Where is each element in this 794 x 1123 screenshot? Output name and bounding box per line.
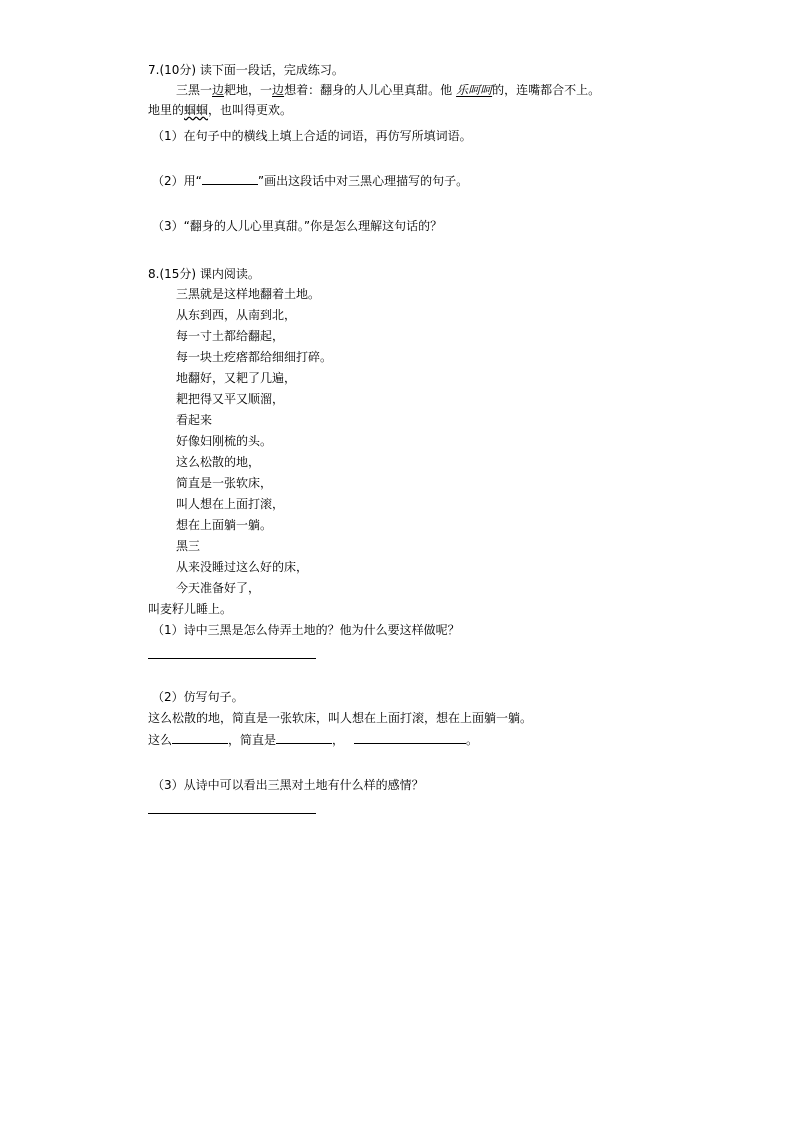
q8-header: 8.(15分) 课内阅读。	[148, 267, 260, 281]
poem-line: 这么松散的地，	[176, 455, 261, 469]
fill-text: 。	[466, 733, 479, 747]
blank-line[interactable]	[202, 173, 258, 185]
q7-wavy-word: 蝈蝈	[184, 103, 209, 117]
q7-sub2-text: ”画出这段话中对三黑心理描写的句子。	[257, 174, 469, 188]
fill-text: ，简直是	[228, 733, 277, 747]
q7-passage-text: 地里的	[148, 103, 185, 117]
q7-underlined-word: 边	[212, 83, 225, 97]
q8-subquestion-2: （2）仿写句子。	[152, 690, 244, 704]
q7-passage-line-1	[176, 82, 600, 98]
q7-passage-text: ，也叫得更欢。	[208, 103, 293, 117]
q8-sub2-fill	[148, 732, 478, 748]
poem-line: 地翻好，又耙了几遍，	[176, 371, 297, 385]
q7-passage-line-2	[148, 102, 292, 118]
q7-header: 7.(10分) 读下面一段话，完成练习。	[148, 63, 344, 77]
q7-subquestion-2	[152, 173, 468, 189]
blank-line[interactable]	[354, 732, 466, 744]
q7-subquestion-1: （1）在句子中的横线上填上合适的词语，再仿写所填词语。	[152, 129, 472, 143]
poem-line: 好像妇刚梳的头。	[176, 434, 273, 448]
q7-passage-text: 想着：翻身的人儿心里真甜。他	[284, 83, 453, 97]
q8-sub2-example: 这么松散的地，简直是一张软床，叫人想在上面打滚，想在上面躺一躺。	[148, 711, 533, 725]
poem-line: 黑三	[176, 539, 201, 553]
q7-passage-text: 的，连嘴都合不上。	[492, 83, 601, 97]
q7-subquestion-3: （3）“翻身的人儿心里真甜。”你是怎么理解这句话的？	[152, 219, 443, 233]
fill-text: 这么	[148, 733, 173, 747]
q7-underlined-word: 边	[272, 83, 285, 97]
answer-line[interactable]	[148, 658, 316, 659]
poem-line: 今天准备好了，	[176, 581, 261, 595]
poem-line: 三黑就是这样地翻着土地。	[176, 287, 321, 301]
poem-line: 每一寸土都给翻起，	[176, 329, 285, 343]
blank-line[interactable]	[172, 732, 228, 744]
blank-line[interactable]	[276, 732, 332, 744]
answer-line[interactable]	[148, 813, 316, 814]
poem-line: 每一块土疙瘩都给细细打碎。	[176, 350, 333, 364]
fill-text: ，	[332, 733, 345, 747]
poem-line: 从来没睡过这么好的床，	[176, 560, 309, 574]
poem-line: 叫人想在上面打滚，	[176, 497, 285, 511]
poem-line: 想在上面躺一躺。	[176, 518, 273, 532]
poem-line: 简直是一张软床，	[176, 476, 273, 490]
q7-underlined-word: 乐呵呵	[456, 83, 493, 97]
poem-line: 看起来	[176, 413, 213, 427]
q7-sub2-text: （2）用“	[152, 174, 202, 188]
q7-passage-text: 三黑一	[176, 83, 213, 97]
poem-line: 从东到西，从南到北，	[176, 308, 297, 322]
poem-line: 耙把得又平又顺溜，	[176, 392, 285, 406]
q8-subquestion-1: （1）诗中三黑是怎么侍弄土地的？他为什么要这样做呢？	[152, 623, 460, 637]
q7-passage-text: 耙地，一	[224, 83, 273, 97]
poem-line: 叫麦籽儿睡上。	[148, 602, 233, 616]
q8-subquestion-3: （3）从诗中可以看出三黑对土地有什么样的感情？	[152, 778, 424, 792]
